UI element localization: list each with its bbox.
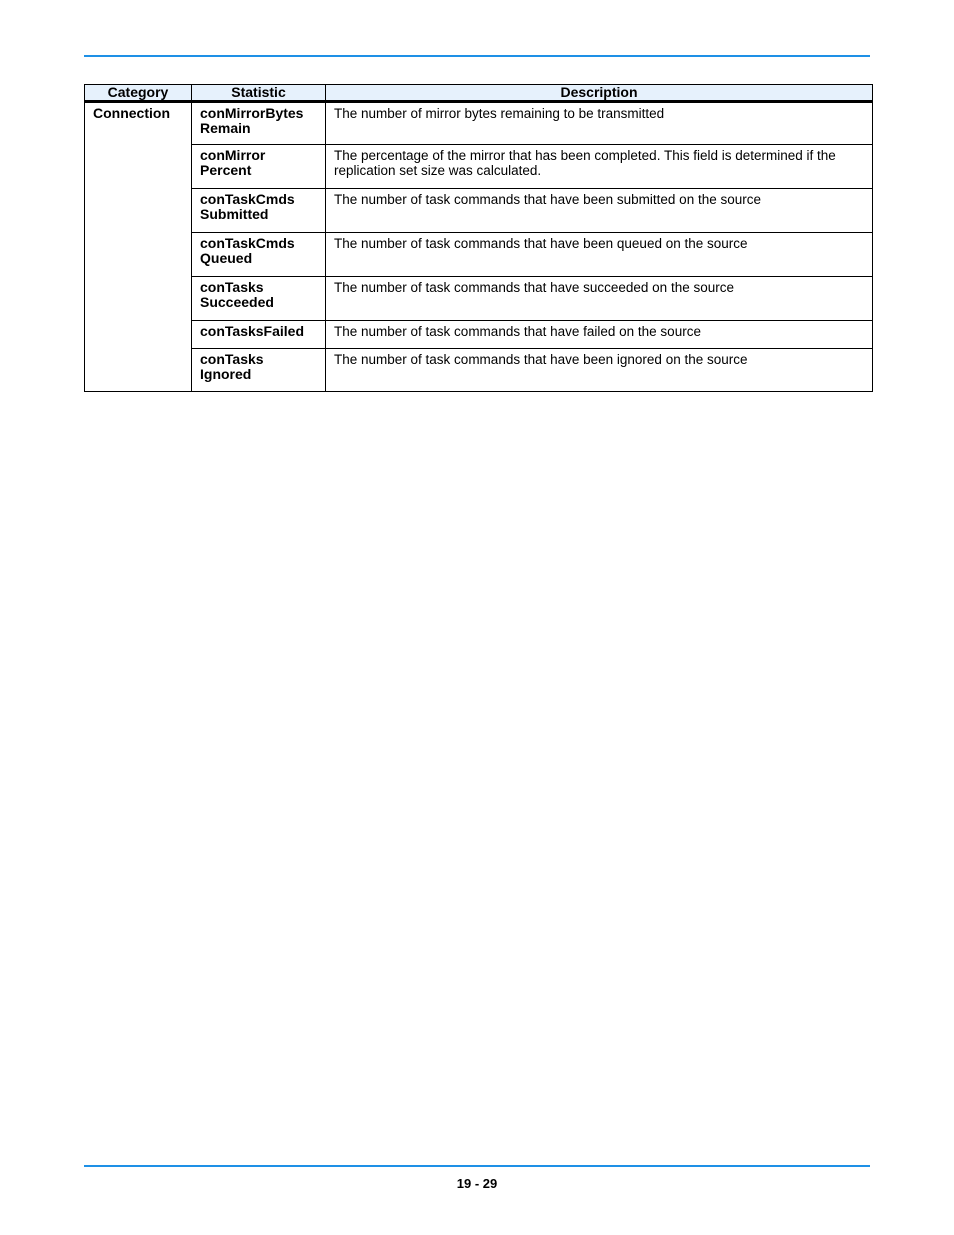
table-row xyxy=(85,233,873,277)
table-row xyxy=(85,189,873,233)
category-column-header: Category xyxy=(85,85,192,102)
page-number: 19 - 29 xyxy=(456,1176,498,1191)
statistic-cell: conTaskCmds Queued xyxy=(192,233,326,277)
description-cell: The number of task commands that have succeeded on the source xyxy=(326,277,873,321)
statistic-cell: conTasks Succeeded xyxy=(192,277,326,321)
description-cell: The percentage of the mirror that has been completed. This field is determined if the replication set size was calculated. xyxy=(326,145,873,189)
description-cell: The number of mirror bytes remaining to be transmitted xyxy=(326,102,873,145)
statistic-cell: conMirrorBytes Remain xyxy=(192,102,326,145)
statistic-column-header: Statistic xyxy=(192,85,326,102)
statistic-cell: conMirror Percent xyxy=(192,145,326,189)
header-rule xyxy=(84,55,870,57)
table-row xyxy=(85,321,873,349)
statistics-table xyxy=(84,84,873,392)
description-column-header: Description xyxy=(326,85,873,102)
table-header-row xyxy=(85,85,873,102)
description-cell: The number of task commands that have been ignored on the source xyxy=(326,349,873,392)
table-row xyxy=(85,349,873,392)
table-row xyxy=(85,277,873,321)
statistic-cell: conTaskCmds Submitted xyxy=(192,189,326,233)
description-cell: The number of task commands that have been submitted on the source xyxy=(326,189,873,233)
footer-rule xyxy=(84,1165,870,1167)
description-cell: The number of task commands that have failed on the source xyxy=(326,321,873,349)
table-row xyxy=(85,145,873,189)
description-cell: The number of task commands that have been queued on the source xyxy=(326,233,873,277)
table-row xyxy=(85,102,873,145)
category-cell: Connection xyxy=(85,102,192,392)
statistic-cell: conTasksFailed xyxy=(192,321,326,349)
statistic-cell: conTasks Ignored xyxy=(192,349,326,392)
